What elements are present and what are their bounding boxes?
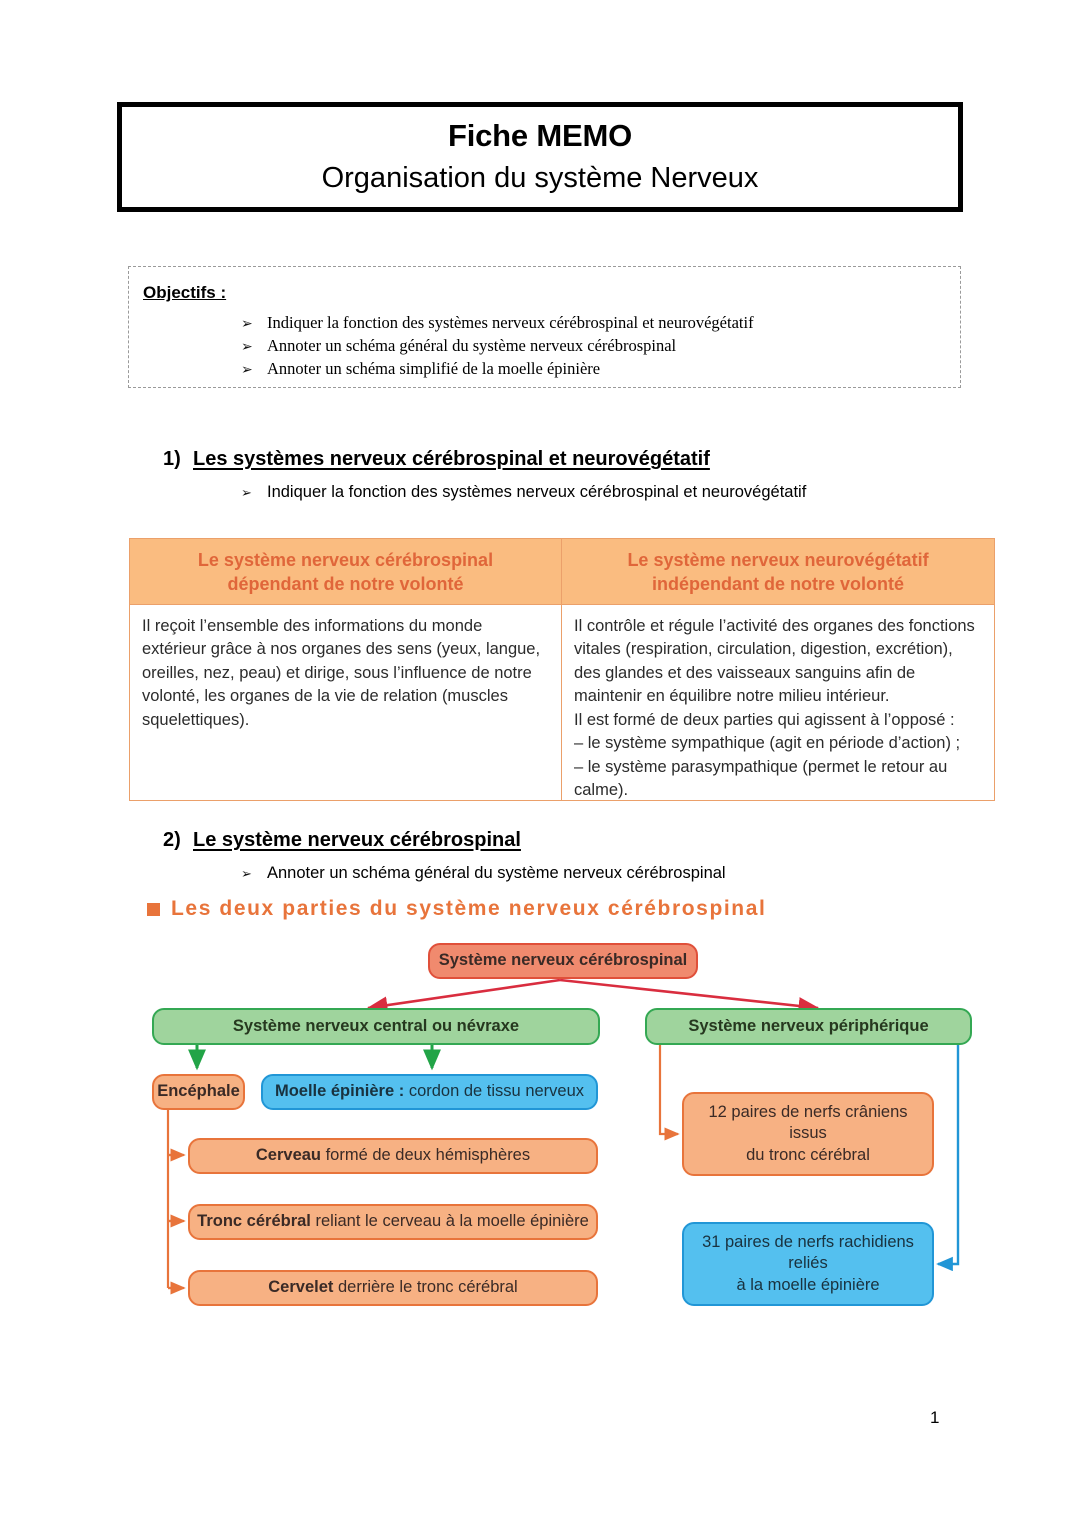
diagram-box-root-label: Système nerveux cérébrospinal [438,951,688,970]
objective-text: Annoter un schéma simplifié de la moelle épinière [267,358,601,378]
arrow-bullet-icon: ➢ [241,361,253,378]
table-header-line-2: indépendant de notre volonté [651,573,904,594]
document-title-box [117,102,963,212]
comparison-table [129,538,995,801]
table-cell-cerebrospinal [130,605,561,800]
cerveau-label-bold: Cerveau [255,1146,321,1165]
arrow-bullet-icon: ➢ [241,338,253,355]
section-2-number: 2) [163,829,181,851]
objectives-heading: Objectifs : [143,283,227,302]
tronc-label-rest: reliant le cerveau à la moelle épinière [310,1212,589,1231]
diagram-box-peripheral [645,1008,972,1045]
moelle-label-bold: Moelle épinière : [274,1082,405,1101]
page-subtitle: Organisation du système Nerveux [321,161,759,194]
section-2-objective-text: Annoter un schéma général du système nerveux cérébrospinal [267,864,726,882]
diagram-box-central-label: Système nerveux central ou névraxe [232,1016,520,1035]
page-number: 1 [930,1408,940,1427]
diagram-box-tronc-cerebral-label [197,1211,589,1232]
section-2-heading [163,829,963,852]
section-1-number: 1) [163,448,181,470]
diagram-box-encephale [152,1074,245,1110]
page-title: Fiche MEMO [447,118,632,154]
section-1-heading [163,448,963,471]
objectives-box [128,266,961,388]
table-cell-neurovegetatif [562,605,994,810]
table-header-line-2: dépendant de notre volonté [227,573,464,594]
objective-text: Indiquer la fonction des systèmes nerveux cérébrospinal et neurovégétatif [267,313,754,332]
diagram-box-nerfs-craniens [682,1092,934,1176]
arrow-bullet-icon: ➢ [241,486,252,501]
cerveau-label-rest: formé de deux hémisphères [321,1146,531,1165]
table-cell-text: – le système parasympathique (permet le retour au calme). [574,757,948,799]
diagram-box-nerfs-rachidiens [682,1222,934,1306]
diagram-title-text: Les deux parties du système nerveux cérébrospinal [171,897,767,920]
diagram-box-cerveau-label [256,1145,530,1166]
cervelet-label-rest: derrière le tronc cérébral [333,1278,518,1297]
diagram-box-cerveau [188,1138,598,1174]
diagram-box-moelle-epiniere [261,1074,598,1110]
arrow-bullet-icon: ➢ [241,316,253,332]
table-header-line-1: Le système nerveux cérébrospinal [197,550,494,570]
cervelet-label-bold: Cervelet [268,1278,334,1297]
table-column-neurovegetatif [562,539,994,800]
list-item [241,312,960,335]
nerfs-craniens-line-2: issus [789,1124,827,1143]
diagram-title [147,897,766,921]
diagram-box-root [428,943,698,979]
section-1-title: Les systèmes nerveux cérébrospinal et neurovégétatif [193,448,710,470]
nerfs-rachidiens-line-3: à la moelle épinière [736,1275,880,1294]
table-column-cerebrospinal [130,539,562,800]
diagram-box-tronc-cerebral [188,1204,598,1240]
diagram-box-peripheral-label: Système nerveux périphérique [688,1016,929,1035]
nerfs-rachidiens-line-1: 31 paires de nerfs rachidiens [702,1232,914,1251]
nerfs-craniens-line-3: du tronc cérébral [746,1145,870,1164]
diagram-box-central [152,1008,600,1045]
section-1 [163,448,963,502]
table-cell-text: Il reçoit l’ensemble des informations du monde extérieur grâce à nos organes des sens (yeux, langue, oreilles, nez, peau) et dirige, sous l’influence de notre volonté, les organes de la vie de relation (muscles squelettiques). [142,617,541,729]
table-cell-text: – le système sympathique (agit en période d’action) ; [574,734,961,753]
objectives-list [143,312,960,380]
section-2-title: Le système nerveux cérébrospinal [193,829,521,851]
diagram-box-cervelet [188,1270,598,1306]
table-cell-text: Il est formé de deux parties qui agissent à l’opposé : [574,710,955,729]
table-cell-text: Il contrôle et régule l’activité des organes des fonctions vitales (respiration, circulation, digestion, excrétion), des glandes et des vaisseaux sanguins afin de maintenir en équilibre notre milieu intérieur. [574,617,975,706]
section-2-objective [241,864,963,883]
nerfs-rachidiens-line-2: reliés [788,1254,828,1273]
moelle-label-rest: cordon de tissu nerveux [404,1082,585,1101]
section-1-objective [241,483,963,502]
table-header-neurovegetatif [562,539,994,605]
square-bullet-icon [147,903,160,916]
table-header-cerebrospinal [130,539,561,605]
diagram-box-encephale-label: Encéphale [157,1082,240,1101]
diagram-box-moelle-epiniere-label [275,1081,584,1102]
table-header-line-1: Le système nerveux neurovégétatif [627,550,929,570]
section-1-objective-text: Indiquer la fonction des systèmes nerveux cérébrospinal et neurovégétatif [267,483,807,501]
diagram-box-cervelet-label [268,1277,517,1298]
tronc-label-bold: Tronc cérébral [197,1212,311,1231]
objective-text: Annoter un schéma général du système nerveux cérébrospinal [267,335,677,355]
arrow-bullet-icon: ➢ [241,867,252,882]
list-item [241,335,960,358]
section-2 [163,829,963,883]
nerfs-craniens-line-1: 12 paires de nerfs crâniens [708,1102,908,1121]
list-item [241,358,960,381]
